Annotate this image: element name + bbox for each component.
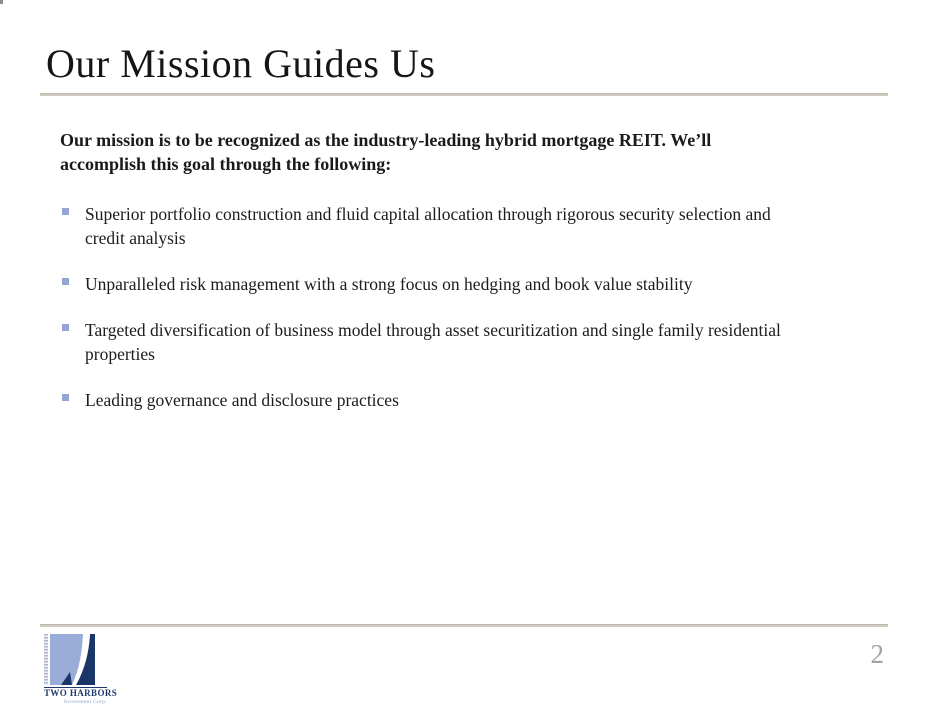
vertical-microtext-strip — [44, 634, 48, 685]
intro-line: accomplish this goal through the following: — [60, 154, 392, 174]
bullet-text — [85, 272, 693, 296]
bullet-text — [85, 388, 399, 412]
footer-divider — [40, 624, 888, 627]
bullet-item — [62, 318, 781, 366]
intro-line: Our mission is to be recognized as the industry-leading hybrid mortgage REIT. We’ll — [60, 130, 712, 150]
bullet-text-line: Leading governance and disclosure practices — [85, 390, 399, 410]
bullet-text — [85, 318, 781, 366]
corner-artifact — [0, 0, 3, 4]
title-divider — [40, 93, 888, 96]
bullet-item — [62, 272, 693, 296]
bullet-square-icon — [62, 278, 69, 285]
two-harbors-logo — [44, 633, 118, 705]
page-title: Our Mission Guides Us — [46, 41, 436, 86]
bullet-text-line: credit analysis — [85, 228, 186, 248]
bullet-square-icon — [62, 208, 69, 215]
logo-tagline: Investment Corp. — [64, 699, 107, 705]
bullet-text-line: Unparalleled risk management with a strong focus on hedging and book value stability — [85, 274, 693, 294]
bullet-item — [62, 388, 399, 412]
logo-wordmark: TWO HARBORS — [44, 688, 118, 698]
page-number: 2 — [870, 639, 884, 669]
bullet-square-icon — [62, 324, 69, 331]
bullet-square-icon — [62, 394, 69, 401]
two-harbors-logo-icon — [50, 634, 95, 685]
bullet-text-line: Targeted diversification of business model through asset securitization and single family residential — [85, 320, 781, 340]
bullet-text — [85, 202, 771, 250]
intro-paragraph — [60, 128, 711, 176]
bullet-item — [62, 202, 771, 250]
bullet-text-line: Superior portfolio construction and fluid capital allocation through rigorous security selection and — [85, 204, 771, 224]
bullet-text-line: properties — [85, 344, 155, 364]
